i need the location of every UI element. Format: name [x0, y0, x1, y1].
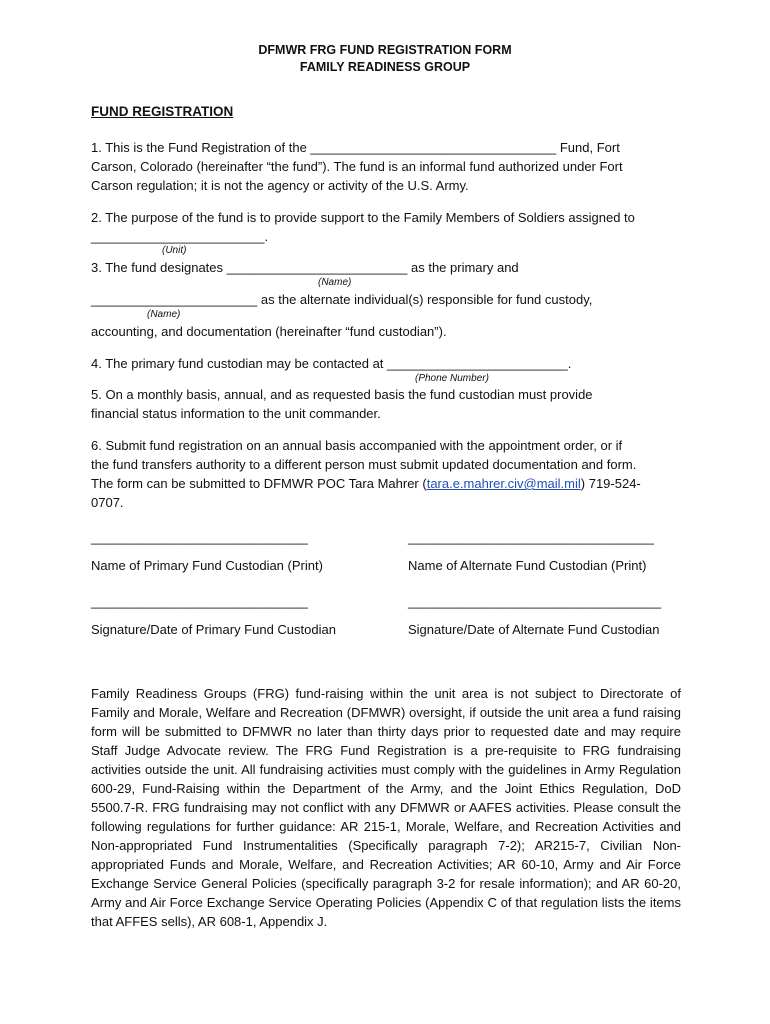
phone-text: ) 719-524-: [580, 476, 641, 491]
alternate-name-label: Name of Alternate Fund Custodian (Print): [408, 558, 647, 573]
document-subtitle: FAMILY READINESS GROUP: [299, 60, 471, 74]
primary-name-label: Name of Primary Fund Custodian (Print): [91, 558, 323, 573]
item2-line2: ________________________.: [91, 229, 269, 244]
primary-name-line[interactable]: ______________________________: [91, 530, 308, 545]
item4-line1: 4. The primary fund custodian may be contacted at _________________________.: [91, 356, 572, 371]
alternate-signature-line[interactable]: ___________________________________: [408, 594, 662, 609]
primary-name-hint: (Name): [318, 277, 352, 288]
item1-line2: Carson, Colorado (hereinafter “the fund”). The fund is an informal fund authorized under Fort: [91, 159, 623, 174]
footer-paragraph: Family Readiness Groups (FRG) fund-raising within the unit area is not subject to Directorate of Family and Morale, Welfare and Recreation (DFMWR) oversight, if outside the unit area a fund raising form will be submitted to DFMWR no later than thirty days prior to requested date and may require Staff Judge Advocate review. The FRG Fund Registration is a pre-requisite to FRG fundraising activities outside the unit. All fundraising activities must comply with the guidelines in Army Regulation 600-29, Fund-Raising within the Department of the Army, and the Joint Ethics Regulation, DoD 5500.7-R. FRG fundraising may not conflict with any DFMWR or AAFES activities. Please consult the following regulations for further guidance: AR 215-1, Morale, Welfare, and Recreation Activities and Non-appropriated Fund Instrumentalities (Specifically paragraph 7-2); AR215-7, Civilian Non-appropriated Funds and Morale, Welfare, and Recreation Activities; AR 60-10, Army and Air Force Exchange Service General Policies (specifically paragraph 3-2 for resale information); and AR 60-20, Army and Air Force Exchange Service Operating Policies (Appendix C of that regulation lists the items that AFFES sells), AR 608-1, Appendix J.: [91, 686, 681, 929]
item1-line3: Carson regulation; it is not the agency or activity of the U.S. Army.: [91, 178, 469, 193]
item6-line3: [91, 476, 641, 491]
primary-signature-label: Signature/Date of Primary Fund Custodian: [91, 622, 336, 637]
section-heading: FUND REGISTRATION: [91, 104, 234, 119]
item6-line4: 0707.: [91, 495, 124, 510]
submit-text: The form can be submitted to DFMWR POC Tara Mahrer (: [91, 476, 427, 491]
item3-line1: 3. The fund designates _________________________ as the primary and: [91, 260, 519, 275]
document-title: DFMWR FRG FUND REGISTRATION FORM: [258, 43, 512, 57]
alternate-signature-label: Signature/Date of Alternate Fund Custodian: [408, 622, 660, 637]
alternate-name-hint: (Name): [147, 309, 181, 320]
primary-signature-line[interactable]: ______________________________: [91, 594, 308, 609]
item5-line2: financial status information to the unit commander.: [91, 406, 381, 421]
item3-line2: _______________________ as the alternate individual(s) responsible for fund custody,: [91, 292, 593, 307]
item6-line1: 6. Submit fund registration on an annual basis accompanied with the appointment order, or if: [91, 438, 623, 453]
phone-hint: (Phone Number): [415, 373, 489, 384]
email-link[interactable]: tara.e.mahrer.civ@mail.mil: [426, 476, 581, 491]
item1-line1: 1. This is the Fund Registration of the __________________________________ Fund, Fort: [91, 140, 620, 155]
alternate-name-line[interactable]: __________________________________: [408, 530, 654, 545]
item3-line3: accounting, and documentation (hereinafter “fund custodian”).: [91, 324, 447, 339]
item6-line2: the fund transfers authority to a different person must submit updated documentation and form.: [91, 457, 637, 472]
item2-line1: 2. The purpose of the fund is to provide support to the Family Members of Soldiers assigned to: [91, 210, 635, 225]
item5-line1: 5. On a monthly basis, annual, and as requested basis the fund custodian must provide: [91, 387, 593, 402]
unit-hint: (Unit): [162, 245, 187, 256]
